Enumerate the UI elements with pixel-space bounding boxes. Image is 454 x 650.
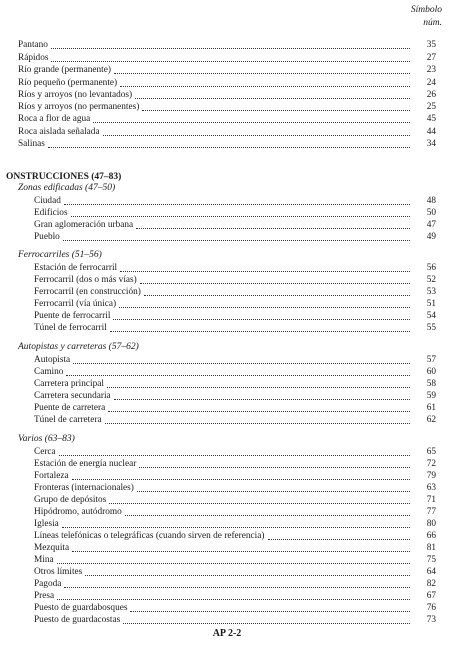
- item-label: Cerca: [34, 447, 56, 457]
- subsection-title: Autopistas y carreteras (57–62): [18, 342, 139, 352]
- item-label: Fronteras (internacionales): [34, 483, 134, 493]
- dot-leader: [119, 307, 410, 308]
- dot-leader: [113, 319, 410, 320]
- list-item: [34, 470, 436, 482]
- item-number: 57: [426, 355, 436, 365]
- list-item: [34, 219, 436, 231]
- item-label: Carretera secundaria: [34, 391, 111, 401]
- list-item: [34, 231, 436, 243]
- item-number: 72: [426, 459, 436, 469]
- item-number: 65: [426, 447, 436, 457]
- list-item: [18, 64, 436, 76]
- item-number: 26: [426, 90, 436, 100]
- dot-leader: [109, 503, 410, 504]
- item-label: Presa: [34, 591, 55, 601]
- list-item: [34, 378, 436, 390]
- item-number: 54: [426, 311, 436, 321]
- item-number: 25: [426, 102, 436, 112]
- dot-leader: [59, 455, 410, 456]
- item-label: Ferrocarril (vía única): [34, 299, 117, 309]
- item-label: Estación de energía nuclear: [34, 459, 137, 469]
- list-item: [34, 274, 436, 286]
- item-number: 80: [426, 519, 436, 529]
- item-label: Otros límites: [34, 567, 83, 577]
- dot-leader: [120, 271, 410, 272]
- item-label: Edificios: [34, 208, 68, 218]
- item-label: Río grande (permanente): [18, 65, 111, 75]
- list-item: [34, 310, 436, 322]
- item-number: 71: [426, 495, 436, 505]
- dot-leader: [144, 295, 410, 296]
- item-label: Puesto de guardacostas: [34, 615, 121, 625]
- dot-leader: [105, 423, 410, 424]
- item-label: Líneas telefónicas o telegráficas (cuando sirven de referencia): [34, 531, 265, 541]
- list-item: [34, 602, 436, 614]
- list-item: [34, 542, 436, 554]
- item-label: Hipódromo, autódromo: [34, 507, 122, 517]
- list-item: [34, 614, 436, 626]
- item-label: Mina: [34, 555, 54, 565]
- dot-leader: [85, 575, 410, 576]
- subsection-title: Zonas edificadas (47–50): [18, 183, 116, 193]
- dot-leader: [64, 587, 410, 588]
- list-item: [18, 113, 436, 125]
- list-item: [34, 554, 436, 566]
- item-label: Pantano: [18, 40, 48, 50]
- item-number: 64: [426, 567, 436, 577]
- list-item: [34, 590, 436, 602]
- item-label: Gran aglomeración urbana: [34, 220, 134, 230]
- item-label: Ríos y arroyos (no levantados): [18, 90, 133, 100]
- item-number: 75: [426, 555, 436, 565]
- item-label: Estación de ferrocarril: [34, 263, 118, 273]
- dot-leader: [268, 539, 411, 540]
- item-label: Túnel de carretera: [34, 415, 102, 425]
- list-item: [34, 578, 436, 590]
- list-item: [34, 354, 436, 366]
- item-number: 82: [426, 579, 436, 589]
- dot-leader: [114, 399, 410, 400]
- symbol-number-header: [382, 4, 442, 30]
- list-item: [34, 494, 436, 506]
- item-label: Rápidos: [18, 53, 49, 63]
- dot-leader: [135, 98, 410, 99]
- item-label: Ciudad: [34, 196, 61, 206]
- list-item: [18, 52, 436, 64]
- list-item: [18, 138, 436, 150]
- item-number: 73: [426, 615, 436, 625]
- item-label: Mezquita: [34, 543, 70, 553]
- item-number: 47: [426, 220, 436, 230]
- item-label: Roca a flor de agua: [18, 114, 91, 124]
- list-item: [18, 77, 436, 89]
- symbol-header-line1: Símbolo: [410, 5, 442, 15]
- item-label: Pagoda: [34, 579, 62, 589]
- list-item: [18, 101, 436, 113]
- dot-leader: [140, 283, 410, 284]
- item-number: 79: [426, 471, 436, 481]
- dot-leader: [137, 491, 410, 492]
- list-item: [34, 518, 436, 530]
- dot-leader: [114, 73, 410, 74]
- dot-leader: [57, 599, 410, 600]
- item-number: 61: [426, 403, 436, 413]
- list-item: [18, 39, 436, 51]
- dot-leader: [71, 216, 410, 217]
- item-label: Camino: [34, 367, 64, 377]
- item-number: 44: [426, 127, 436, 137]
- dot-leader: [51, 61, 410, 62]
- item-label: Puente de ferrocarril: [34, 311, 111, 321]
- item-number: 48: [426, 196, 436, 206]
- item-number: 50: [426, 208, 436, 218]
- page-number: AP 2-2: [212, 628, 242, 639]
- item-number: 24: [426, 78, 436, 88]
- dot-leader: [63, 240, 410, 241]
- dot-leader: [48, 147, 410, 148]
- item-number: 76: [426, 603, 436, 613]
- item-number: 23: [426, 65, 436, 75]
- list-item: [18, 89, 436, 101]
- item-number: 77: [426, 507, 436, 517]
- section-title: ONSTRUCCIONES (47–83): [6, 172, 122, 182]
- list-item: [18, 126, 436, 138]
- item-number: 63: [426, 483, 436, 493]
- dot-leader: [72, 551, 410, 552]
- item-label: Salinas: [18, 139, 45, 149]
- dot-leader: [125, 515, 410, 516]
- item-number: 52: [426, 275, 436, 285]
- list-item: [34, 446, 436, 458]
- item-number: 35: [426, 40, 436, 50]
- dot-leader: [66, 375, 410, 376]
- dot-leader: [139, 467, 410, 468]
- item-label: Carretera principal: [34, 379, 104, 389]
- list-item: [34, 298, 436, 310]
- list-item: [34, 482, 436, 494]
- item-label: Puesto de guardabosques: [34, 603, 128, 613]
- dot-leader: [57, 563, 410, 564]
- item-label: Fortaleza: [34, 471, 69, 481]
- item-number: 60: [426, 367, 436, 377]
- item-label: Roca aislada señalada: [18, 127, 100, 137]
- list-item: [34, 402, 436, 414]
- dot-leader: [73, 363, 410, 364]
- dot-leader: [123, 623, 410, 624]
- item-label: Río pequeño (permanente): [18, 78, 118, 88]
- dot-leader: [107, 387, 410, 388]
- dot-leader: [62, 527, 410, 528]
- dot-leader: [120, 86, 410, 87]
- item-number: 81: [426, 543, 436, 553]
- list-item: [34, 530, 436, 542]
- item-number: 62: [426, 415, 436, 425]
- subsection-title: Ferrocarriles (51–56): [18, 250, 102, 260]
- symbol-header-line2: núm.: [423, 18, 442, 28]
- dot-leader: [51, 48, 410, 49]
- item-label: Ríos y arroyos (no permanentes): [18, 102, 140, 112]
- list-item: [34, 262, 436, 274]
- list-item: [34, 506, 436, 518]
- dot-leader: [136, 228, 410, 229]
- dot-leader: [130, 611, 410, 612]
- list-item: [34, 366, 436, 378]
- subsection-title: Varios (63–83): [18, 434, 75, 444]
- list-item: [34, 322, 436, 334]
- list-item: [34, 286, 436, 298]
- list-item: [34, 195, 436, 207]
- dot-leader: [142, 110, 410, 111]
- item-number: 67: [426, 591, 436, 601]
- item-number: 66: [426, 531, 436, 541]
- list-item: [34, 414, 436, 426]
- item-label: Túnel de ferrocarril: [34, 323, 107, 333]
- item-label: Autopista: [34, 355, 71, 365]
- item-number: 51: [426, 299, 436, 309]
- item-number: 56: [426, 263, 436, 273]
- item-number: 55: [426, 323, 436, 333]
- dot-leader: [108, 411, 410, 412]
- dot-leader: [103, 135, 410, 136]
- item-number: 53: [426, 287, 436, 297]
- item-label: Pueblo: [34, 232, 60, 242]
- list-item: [34, 390, 436, 402]
- item-label: Ferrocarril (dos o más vías): [34, 275, 137, 285]
- dot-leader: [110, 331, 410, 332]
- list-item: [34, 566, 436, 578]
- item-number: 27: [426, 53, 436, 63]
- item-number: 49: [426, 232, 436, 242]
- item-label: Ferrocarril (en construcción): [34, 287, 141, 297]
- item-number: 45: [426, 114, 436, 124]
- item-number: 58: [426, 379, 436, 389]
- dot-leader: [64, 204, 410, 205]
- dot-leader: [93, 122, 410, 123]
- item-number: 59: [426, 391, 436, 401]
- list-item: [34, 458, 436, 470]
- dot-leader: [72, 479, 410, 480]
- item-label: Puente de carretera: [34, 403, 106, 413]
- item-label: Iglesia: [34, 519, 59, 529]
- item-number: 34: [426, 139, 436, 149]
- list-item: [34, 207, 436, 219]
- item-label: Grupo de depósitos: [34, 495, 107, 505]
